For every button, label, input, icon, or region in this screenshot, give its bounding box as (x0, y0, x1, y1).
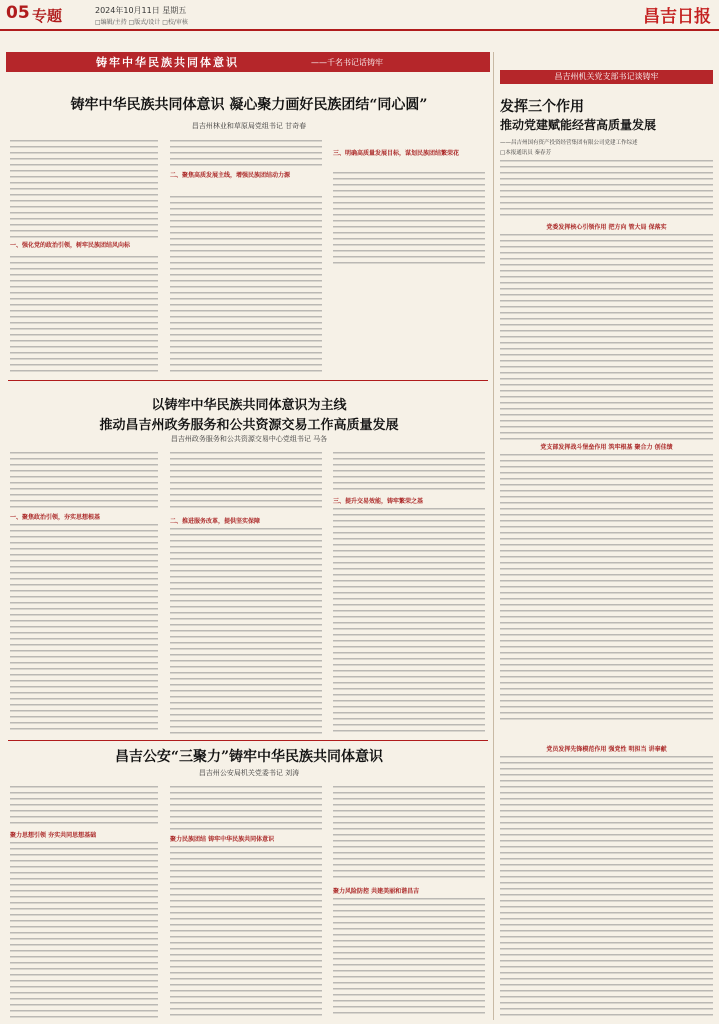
article-2-body-col2 (170, 452, 322, 512)
article-3-subhead-3: 聚力风险防控 共建美丽和谐昌吉 (333, 888, 420, 895)
article-4-subhead-1: 党委发挥核心引领作用 把方向 管大局 保落实 (546, 224, 667, 231)
article-4-subhead-3: 党员发挥先锋模范作用 强党性 明担当 讲奉献 (546, 746, 667, 753)
article-3-body-col3 (333, 786, 485, 882)
header-rule (0, 29, 719, 31)
article-4-body-section2 (500, 454, 713, 720)
article-2-byline: 昌吉州政务服务和公共资源交易中心党组书记 马各 (170, 435, 328, 443)
right-topic-banner: 昌吉州机关党支部书记谈铸牢 (500, 70, 713, 84)
article-4-body-section3 (500, 756, 713, 1018)
article-2-title-line1: 以铸牢中华民族共同体意识为主线 (151, 398, 347, 413)
article-2-body-col1b (10, 524, 158, 734)
article-divider-2 (8, 740, 488, 741)
column-divider (493, 52, 494, 1020)
issue-date: 2024年10月11日 星期五 (95, 6, 187, 15)
article-2-subhead-1: 一、聚焦政治引领，夯实思想根基 (10, 514, 101, 521)
section-title: 专题 (32, 7, 63, 25)
article-2-body-col3 (333, 452, 485, 492)
article-1-byline: 昌吉州林业和草原局党组书记 甘奇春 (191, 122, 307, 130)
article-4-body-section1 (500, 234, 713, 440)
article-2-subhead-2: 二、推进服务改革，提供坚实保障 (170, 518, 261, 525)
article-4-body-intro (500, 160, 713, 220)
article-1-subhead-3: 三、明确高质量发展目标，谋划民族团结繁荣花 (333, 150, 460, 157)
article-3-subhead-2: 聚力民族团结 铸牢中华民族共同体意识 (170, 836, 275, 843)
article-1-title: 铸牢中华民族共同体意识 凝心聚力画好民族团结“同心圆” (70, 97, 428, 113)
article-4-reporter: □本报通讯员 秦春芳 (500, 150, 551, 156)
article-3-body-col2 (170, 786, 322, 830)
article-2-body-col3b (333, 508, 485, 734)
article-1-subhead-1: 一、强化党的政治引领，树牢民族团结风向标 (10, 242, 131, 249)
article-3-body-col3b (333, 898, 485, 1018)
topic-banner (6, 52, 490, 72)
article-2-body-col1 (10, 452, 158, 508)
article-2-body-col2b (170, 528, 322, 734)
banner-subtitle: ——千名书记话铸牢 (311, 58, 383, 67)
article-4-title-line2: 推动党建赋能经营高质量发展 (500, 118, 657, 132)
article-4-subtitle: ——昌吉州国有资产投资经营集团有限公司党建工作综述 (500, 140, 638, 146)
article-3-body-col2b (170, 846, 322, 1018)
article-1-body-col1 (10, 140, 158, 238)
page-number: 05 (6, 3, 30, 23)
editor-credits: □编辑/主持 □版式/设计 □校/审核 (95, 19, 188, 26)
article-3-body-col1 (10, 786, 158, 826)
article-2-subhead-3: 三、提升交易效能，铸牢繁荣之基 (333, 498, 424, 505)
article-1-subhead-2: 二、聚焦高质发展主线，增强民族团结动力源 (170, 172, 291, 179)
article-3-subhead-1: 聚力思想引领 夯实共同思想基础 (10, 832, 97, 839)
article-1-body-col2b (170, 196, 322, 374)
article-divider-1 (8, 380, 488, 381)
article-1-body-col3 (333, 172, 485, 264)
banner-title: 铸牢中华民族共同体意识 (96, 56, 239, 69)
article-3-title: 昌吉公安“三聚力”铸牢中华民族共同体意识 (114, 749, 384, 765)
newspaper-logo: 昌吉日报 (643, 7, 711, 27)
article-1-body-col2 (170, 140, 322, 168)
article-3-body-col1b (10, 842, 158, 1018)
article-1-body-col1b (10, 256, 158, 374)
article-3-byline: 昌吉州公安局机关党委书记 刘涛 (198, 769, 300, 777)
article-4-subhead-2: 党支部发挥战斗堡垒作用 筑牢根基 聚合力 创佳绩 (540, 444, 673, 451)
article-4-title-line1: 发挥三个作用 (500, 99, 584, 115)
article-2-title-line2: 推动昌吉州政务服务和公共资源交易工作高质量发展 (99, 418, 399, 433)
